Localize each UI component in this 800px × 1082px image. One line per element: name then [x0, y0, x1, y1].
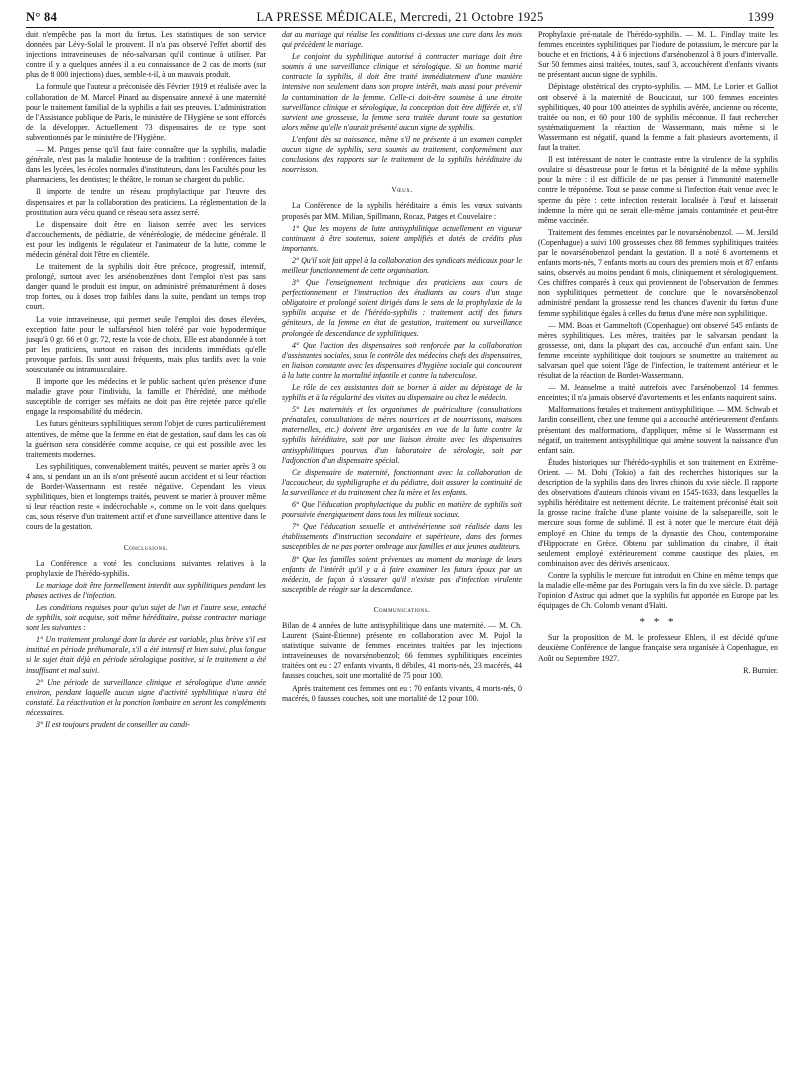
- paragraph: Les futurs géniteurs syphilitiques seront l'objet de cures particulièrement attentives, de même que la femme en état de gestation, sauf dans les cas où la guérison sera considérée comme acquise, ce qui est possible avec les traitements modernes.: [26, 419, 266, 459]
- paragraph: Traitement des femmes enceintes par le novarsénobenzol. — M. Jersild (Copenhague) a suivi 100 grossesses chez 88 femmes syphilitiques traitées par le novarsénobenzol pendant la gestation. Il a noté 6 avortements et enfants morts-nés, 7 enfants morts au cours des premiers mois et 87 enfants sains, observés au moins pendant 6 mois, cliniquement et sérologiquement. Ces chiffres comparés à ceux qui proviennent de l'observation de femmes non syphilitiques permettent de conclure que le novarsénobenzol administré pendant la grossesse rend les chances d'avenir du fœtus d'une femme syphilitique égales à celles du fœtus d'une mère non syphilitique.: [538, 227, 778, 318]
- issue-number: N° 84: [26, 10, 58, 24]
- column-1: [26, 30, 266, 732]
- paragraph: Prophylaxie pré-natale de l'hérédo-syphilis. — M. L. Findlay traite les femmes enceintes syphilitiques par l'iodure de potassium, le mercure par la bouche et en frictions, 4 à 6 injections d'arsénobenzol à 8 jours d'intervalle. Sur 50 femmes ainsi traitées, toutes, sauf 3, accouchèrent d'enfants vivants ne présentant aucun signe de syphilis.: [538, 30, 778, 80]
- paragraph: La Conférence a voté les conclusions suivantes relatives à la prophylaxie de l'hérédo-syphilis.: [26, 558, 266, 578]
- paragraph: 3° Que l'enseignement technique des praticiens aux cours de perfectionnement et l'instruction des étudiants au cours d'un stage obligatoire et prolongé soient dirigés dans le sens de la prophylaxie de la syphilis acquise et de l'hérédo-syphilis : traitement actif des futurs géniteurs, de la femme en état de gestation, traitement ou surveillance prolongée de descendance de syphilitiques.: [282, 278, 522, 338]
- section-title-voeux: Vœux.: [391, 185, 413, 195]
- paragraph: 1° Un traitement prolongé dont la durée est variable, plus brève s'il est institué en période préhumorale, s'il a été intensif et bien suivi, plus longue si le sujet était déjà en période sérologique positive, si le traitement a été insuffisant et mal suivi.: [26, 635, 266, 675]
- paragraph: Études historiques sur l'hérédo-syphilis et son traitement en Extrême-Orient. — M. Dohi (Tokio) a fait des recherches historiques sur la description de la syphilis dans des livres chinois du xvie siècle. Il rapporte des observations d'auteurs chinois vivant en 1545-1633, dans lesquelles la syphilis héréditaire est nettement décrite. Le traitement préconisé était soit la grosse racine fraîche d'une plante voisine de la salsepareille, soit le mercure sous forme de sublimé. Il est à noter que le mercure était déjà employé en Chine du temps de la dynastie des Chou, contemporaine d'Hippocrate en Grèce. Obtenu par sublimation du cinabre, il était seulement employé extérieurement comme caustique des plaies, en combinaison avec des dérivés arsenicaux.: [538, 457, 778, 568]
- paragraph: Ce dispensaire de maternité, fonctionnant avec la collaboration de l'accoucheur, du syphiligraphe et du pédiatre, doit assurer la continuité de la surveillance et du traitement chez la mère et les enfants.: [282, 467, 522, 497]
- section-title-conclusions: Conclusions.: [123, 542, 169, 552]
- section-separator-stars: * * *: [639, 616, 677, 629]
- paragraph: Bilan de 4 années de lutte antisyphilitique dans une maternité. — M. Ch. Laurent (Saint-Étienne) présente en collaboration avec M. Pujol la statistique suivante de femmes enceintes traitées par les injections intraveineuses de novarsénobenzol; 66 femmes syphilitiques enceintes traitées ont eu : 27 enfants vivants, 8 débiles, 41 morts-nés, 23 macérés, 44 fausses couches, soit une mortalité de 75 pour 100.: [282, 620, 522, 681]
- header-rule: [26, 27, 774, 28]
- page-header: [26, 6, 774, 28]
- paragraph: 8° Que les familles soient prévenues au moment du mariage de leurs enfants de l'intérêt qu'il y a à faire examiner les futurs époux par un médecin, de façon à s'assurer qu'il n'existe pas d'infection virulente susceptible de réagir sur la descendance.: [282, 554, 522, 594]
- paragraph: Le traitement de la syphilis doit être précoce, progressif, intensif, prolongé, surtout avec les arsénobenzènes dont l'emploi n'est pas sans danger quand le produit est impur, on administré prématurément à doses trop fortes, ou à doses trop faibles dans la suite, pendant un temps trop court.: [26, 262, 266, 312]
- paragraph: 6° Que l'éducation prophylactique du public en matière de syphilis soit poursuivie énergiquement dans tous les milieux sociaux.: [282, 500, 522, 520]
- section-title-communications: Communications.: [373, 604, 431, 614]
- paragraph: Le rôle de ces assistantes doit se borner à aider au dépistage de la syphilis et à la régularité des visites au dispensaire ou chez le médecin.: [282, 383, 522, 403]
- paragraph: 4° Que l'action des dispensaires soit renforcée par la collaboration d'assistantes sociales, sous le contrôle des médecins chefs des dispensaires, en liaison constante avec les dispensaires d'hygiène sociale qui concourent à la lutte contre la mortalité infantile et contre la tuberculose.: [282, 340, 522, 380]
- paragraph: 2° Qu'il soit fait appel à la collaboration des syndicats médicaux pour le meilleur fonctionnement de cette organisation.: [282, 255, 522, 275]
- paragraph: L'enfant dès sa naissance, même s'il ne présente à un examen complet aucun signe de syphilis, sera soumis au traitement, conformément aux conclusions des rapports sur le traitement de la syphilis héréditaire du nourrisson.: [282, 134, 522, 175]
- paragraph: — MM. Boas et Gammeltoft (Copenhague) ont observé 545 enfants de mères syphilitiques. Les mères, traitées par le salvarsan pendant la grossesse, ont, dans la plupart des cas, accouché d'un enfant sain. Une femme enceinte syphilitique doit toujours se soumettre au traitement au salvarsan quel que soient l'âge de l'infection, le traitement antérieur et le résultat de la réaction de Bordet-Wassermann.: [538, 320, 778, 381]
- paragraph: dat au mariage qui réalise les conditions ci-dessus une cure dans les mois qui précèdent le mariage.: [282, 30, 522, 50]
- paragraph: 1° Que les moyens de lutte antisyphilitique actuellement en vigueur continuent à être soutenus, soient amplifiés et dotés de crédits plus importants.: [282, 223, 522, 253]
- paragraph: Les syphilitiques, convenablement traités, peuvent se marier après 3 ou 4 ans, si pendant un an ils n'ont présenté aucun accident et si leur réaction de Bordet-Wassermann est restée négative. Cependant les vieux syphilitiques, bien et longtemps traités, peuvent se marier à prouver même si leur réaction reste « indécrochable », comme on le voit dans quelques cas, sous réserve d'un traitement actif et d'une surveillance attentive dans le cours de la gestation.: [26, 461, 266, 532]
- paragraph: 5° Les maternités et les organismes de puériculture (consultations prénatales, consultations de mères nourrices et de nourrissons, maisons maternelles, etc.) doivent être organisées en vue de la lutte contre la syphilis héréditaire, soit par une liaison étroite avec les dispensaires antisyphilitiques pourvus d'un laboratoire de sérologie, soit par l'adjonction d'un dispensaire spécial.: [282, 405, 522, 465]
- paragraph: Il est intéressant de noter le contraste entre la virulence de la syphilis ovulaire si désastreuse pour le fœtus et la bénignité de la même syphilis pour la mère : il est difficile de ne pas penser à l'immunité maternelle contre le tréponème. Tout se passe comme si l'infection était venue avec le sperme du père : cette infection resterait localisée à l'œuf et laisserait indemne la mère qui ne serait elle-même jamais contaminée et peut-être même vaccinée.: [538, 155, 778, 225]
- column-3: [538, 30, 778, 678]
- paragraph: Le mariage doit être formellement interdit aux syphilitiques pendant les phases actives de l'infection.: [26, 580, 266, 600]
- paragraph: Le dispensaire doit être en liaison serrée avec les services d'accouchements, de pédiatrie, de vénéréologie, de médecine générale. Il est pour les indigents le régulateur et l'animateur de la lutte, comme le médecin général doit l'être en clientèle.: [26, 219, 266, 259]
- paragraph: Les conditions requises pour qu'un sujet de l'un et l'autre sexe, entaché de syphilis, soit acquise, soit même héréditaire, puisse contracter mariage sont les suivantes :: [26, 602, 266, 633]
- paragraph: La voie intraveineuse, qui permet seule l'emploi des doses élevées, exception faite pour le sulfarsénol bien toléré par voie hypodermique jusqu'à 0 gr. 66 et 0 gr. 72, reste la voie de choix. Elle est abandonnée à tort par les praticiens, surtout en raison des incidents immédiats qu'elle provoque parfois. Ils sont aussi fréquents, mais plus tardifs avec la voie souscutanée ou intramusculaire.: [26, 314, 266, 374]
- paragraph: Contre la syphilis le mercure fut introduit en Chine en même temps que la maladie elle-même par des Portugais vers la fin du xve siècle. D. partage l'opinion d'Astruc qui admet que la syphilis fut apportée en Europe par les équipages de Ch. Colomb venant d'Haïti.: [538, 570, 778, 611]
- paragraph: Après traitement ces femmes ont eu : 70 enfants vivants, 4 morts-nés, 0 macérés, 0 fausses couches, soit une mortalité de 12 pour 100.: [282, 683, 522, 703]
- paragraph: 7° Que l'éducation sexuelle et antivénérienne soit réalisée dans les établissements d'instruction secondaire et supérieure, dans des formes susceptibles de ne pas porter ombrage aux familles et aux jeunes auditeurs.: [282, 522, 522, 552]
- column-2: [282, 30, 522, 706]
- paragraph: — M. Jeanselme a traité autrefois avec l'arsénobenzol 14 femmes enceintes; il n'a jamais observé d'avortements et les enfants naquirent sains.: [538, 383, 778, 403]
- author-signature: R. Burnier.: [743, 665, 778, 675]
- paragraph: Malformations fœtales et traitement antisyphilitique. — MM. Schwab et Jardin conseillent, chez une femme qui a accouché antérieurement d'enfants présentant des malformations, d'appliquer, même si le Wassermann est négatif, un traitement antisyphilitique qui amène souvent la naissance d'un enfant sain.: [538, 405, 778, 455]
- paragraph: La formule que l'auteur a préconisée dès Février 1919 et réalisée avec la collaboration de M. Marcel Pinard au dispensaire annexé à une maternité pour le traitement familial de la syphilis a fait ses preuves. L'administration de l'Assistance publique de Paris, le ministère de l'Hygiène se sont efforcés de la développer. Actuellement 73 dispensaires de ce type sont subventionnés par le ministère de l'Hygiène.: [26, 82, 266, 142]
- paragraph: Il importe que les médecins et le public sachent qu'en présence d'une maladie grave pour l'individu, la famille et l'hérédité, une méthode susceptible de corriger ses méfaits ne doit pas être rejetée parce qu'elle engage la responsabilité du médecin.: [26, 377, 266, 417]
- page-number: 1399: [747, 10, 774, 24]
- paragraph: 3° Il est toujours prudent de conseiller au candi-: [36, 720, 190, 729]
- closing-paragraph: Sur la proposition de M. le professeur Ehlers, il est décidé qu'une deuxième Conférence de langue française sera organisée à Copenhague, en Août ou Septembre 1927.: [538, 633, 778, 663]
- paragraph: Il importe de tendre un réseau prophylactique par l'œuvre des dispensaires et par la collaboration des praticiens. La réglementation de la prostitution aura vécu quand ce réseau sera assez serré.: [26, 187, 266, 217]
- paragraph: — M. Patges pense qu'il faut faire connaître que la syphilis, maladie générale, n'est pas la maladie honteuse de la tradition : conférences faites dans les lycées, les écoles normales d'instituteurs, dans les Facultés pour les pharmaciens, les dentistes; le théâtre, le roman se chargent du public.: [26, 145, 266, 185]
- journal-title: LA PRESSE MÉDICALE, Mercredi, 21 Octobre 1925: [256, 10, 544, 24]
- paragraph: 2° Une période de surveillance clinique et sérologique d'une année environ, pendant laquelle aucun signe d'activité syphilitique n'aura été constaté. La réactivation et la ponction lombaire en seront les compléments nécessaires.: [26, 677, 266, 717]
- paragraph: La Conférence de la syphilis héréditaire a émis les vœux suivants proposés par MM. Milian, Spillmann, Rocaz, Patges et Couvelaire :: [282, 201, 522, 221]
- paragraph: Dépistage obstétrical des crypto-syphilis. — MM. Le Lorier et Galliot ont observé à la maternité de Boucicaut, sur 100 femmes enceintes syphilitiques, 40 pour 100 atteintes de syphilis avérée, ancienne ou récente, traitée ou non, et 60 pour 100 de syphilis méconnue. Il faut rechercher systématiquement la réaction de Wassermann, mais même si le Wassermann est négatif, quand la femme a fait plusieurs avortements, il faut la traiter.: [538, 82, 778, 153]
- paragraph: Le conjoint du syphilitique autorisé à contracter mariage doit être soumis à une surveillance clinique et sérologique. Si un homme marié contracte la syphilis, il doit être traité immédiatement d'une manière intensive non seulement dans son propre intérêt, mais aussi pour prévenir la contamination de la femme. Celle-ci doit-être soumise à une étroite surveillance clinique et sérologique, la conception doit être différée et, s'il survient une grossesse, la femme sera traitée durant toute sa gestation alors même qu'elle n'aurait présenté aucun signe de syphilis.: [282, 52, 522, 132]
- paragraph: duit n'empêche pas la mort du fœtus. Les statistiques de son service données par Lévy-Solal le prouvent. Il n'a pas observé l'effet abortif des injections intraveineuses de néo-salvarsan qu'il continue à utiliser. Par contre il y a quelques années il a eu connaissance de 2 cas de morts (sur plus de 8 000 injections) dues, semble-t-il, à un mauvais produit.: [26, 30, 266, 80]
